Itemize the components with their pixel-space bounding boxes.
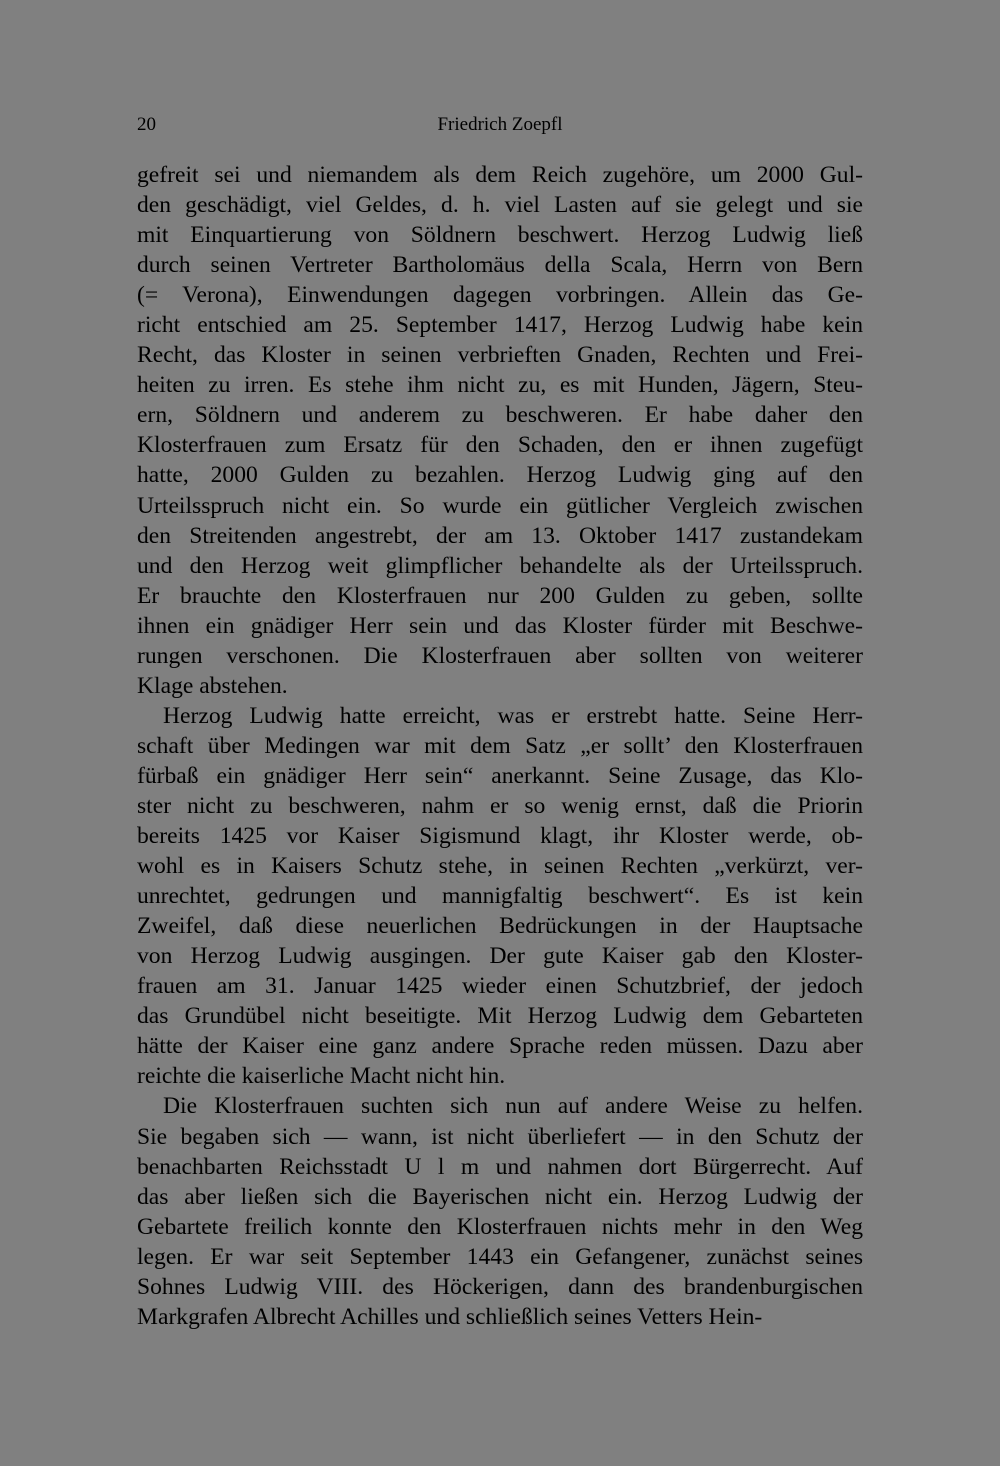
text-line: hätte der Kaiser eine ganz andere Sprache reden müssen. Dazu aber [137,1033,863,1060]
text-line: Klage abstehen. [137,672,288,699]
running-head: Friedrich Zoepfl [437,114,563,135]
text-line: Die Klosterfrauen suchten sich nun auf andere Weise zu helfen. [163,1093,863,1120]
text-line: schaft über Medingen war mit dem Satz „er sollt’ den Klosterfrauen [137,732,863,759]
text-line: legen. Er war seit September 1443 ein Gefangener, zunächst seines [137,1243,863,1270]
text-line: frauen am 31. Januar 1425 wieder einen Schutzbrief, der jedoch [137,973,863,1000]
paragraph [137,701,863,1092]
text-line: mit Einquartierung von Söldnern beschwert. Herzog Ludwig ließ [137,222,863,249]
text-line: ern, Söldnern und anderem zu beschweren. Er habe daher den [137,402,863,429]
text-line: heiten zu irren. Es stehe ihm nicht zu, es mit Hunden, Jägern, Steu- [137,372,863,399]
text-line: Sie begaben sich — wann, ist nicht überliefert — in den Schutz der [137,1123,863,1150]
text-line: (= Verona), Einwendungen dagegen vorbringen. Allein das Ge- [137,282,863,309]
text-line: Klosterfrauen zum Ersatz für den Schaden, den er ihnen zugefügt [137,432,863,459]
text-line: fürbaß ein gnädiger Herr sein“ anerkannt. Seine Zusage, das Klo- [137,762,863,789]
text-line: Zweifel, daß diese neuerlichen Bedrückungen in der Hauptsache [137,913,863,940]
text-line: richt entschied am 25. September 1417, Herzog Ludwig habe kein [137,312,863,339]
text-line: benachbarten Reichsstadt U l m und nahmen dort Bürgerrecht. Auf [137,1153,863,1180]
text-line: und den Herzog weit glimpflicher behandelte als der Urteilsspruch. [137,552,863,579]
paragraph [137,160,863,701]
text-line: das aber ließen sich die Bayerischen nicht ein. Herzog Ludwig der [137,1183,863,1210]
text-line: Herzog Ludwig hatte erreicht, was er erstrebt hatte. Seine Herr- [163,702,863,729]
text-line: hatte, 2000 Gulden zu bezahlen. Herzog Ludwig ging auf den [137,462,863,489]
text-line: Gebartete freilich konnte den Klosterfrauen nichts mehr in den Weg [137,1213,863,1240]
text-line: den Streitenden angestrebt, der am 13. Oktober 1417 zustandekam [137,522,863,549]
text-line: wohl es in Kaisers Schutz stehe, in seinen Rechten „verkürzt, ver- [137,853,863,880]
text-line: durch seinen Vertreter Bartholomäus della Scala, Herrn von Bern [137,252,863,279]
text-line: Sohnes Ludwig VIII. des Höckerigen, dann des brandenburgischen [137,1273,863,1300]
text-line: gefreit sei und niemandem als dem Reich zugehöre, um 2000 Gul- [137,162,863,188]
page-number: 20 [137,114,156,135]
text-line: bereits 1425 vor Kaiser Sigismund klagt, ihr Kloster werde, ob- [137,823,863,850]
text-line: Markgrafen Albrecht Achilles und schließlich seines Vetters Hein- [137,1303,763,1330]
page-header [137,114,863,142]
text-line: rungen verschonen. Die Klosterfrauen aber sollten von weiterer [137,642,863,669]
text-line: Er brauchte den Klosterfrauen nur 200 Gulden zu geben, sollte [137,582,863,609]
text-line: ster nicht zu beschweren, nahm er so wenig ernst, daß die Priorin [137,792,863,819]
text-line: das Grundübel nicht beseitigte. Mit Herzog Ludwig dem Gebarteten [137,1003,863,1030]
text-line: unrechtet, gedrungen und mannigfaltig beschwert“. Es ist kein [137,883,863,910]
paragraph [137,1091,863,1331]
text-line: den geschädigt, viel Geldes, d. h. viel Lasten auf sie gelegt und sie [137,192,863,219]
text-line: von Herzog Ludwig ausgingen. Der gute Kaiser gab den Kloster- [137,943,863,970]
text-line: Recht, das Kloster in seinen verbrieften Gnaden, Rechten und Frei- [137,342,863,369]
body-text [137,160,863,1332]
text-line: reichte die kaiserliche Macht nicht hin. [137,1063,506,1090]
text-line: Urteilsspruch nicht ein. So wurde ein gütlicher Vergleich zwischen [137,492,863,519]
text-line: ihnen ein gnädiger Herr sein und das Kloster fürder mit Beschwe- [137,612,863,639]
